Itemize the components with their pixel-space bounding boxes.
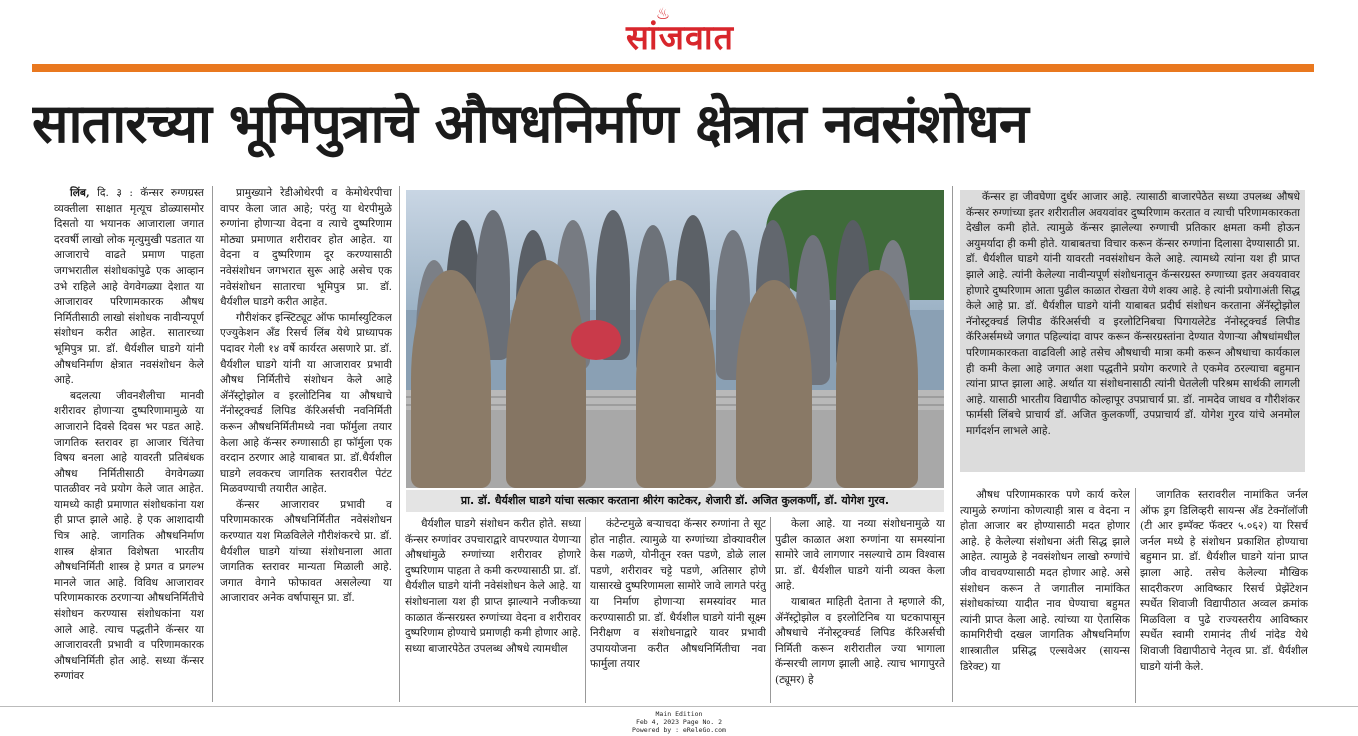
paragraph: दि. ३ : कॅन्सर रुग्णग्रस्त व्यक्तीला साक्षात मृत्यूच डोळ्यासमोर दिसतो या भयानक आजाराला जगात दरवर्षी लाखो लोक मृत्युमुखी पडतात या आजाराचे वाढते प्रमाण पाहता जगभरातील संशोधकांपुढे एक आव्हान उभे राहिले आहे वेगवेगळ्या देशात या आजारावर परिणामकारक औषध निर्मितीसाठी लाखो संशोधक नावीन्यपूर्ण संशोधन करीत आहेत. सातारच्या भूमिपुत्र प्रा. डॉ. धैर्यशील घाडगे यांनी औषधनिर्माण क्षेत्रात नवसंशोधन केले आहे. [54, 187, 204, 387]
page-footer [0, 710, 1358, 736]
photo-person-front [411, 270, 491, 488]
article-column-4 [590, 517, 766, 701]
column-divider [212, 186, 213, 702]
article-column-1 [54, 186, 204, 701]
dateline: लिंब, [70, 187, 90, 199]
flame-icon: ♨ [655, 4, 671, 23]
article-column-5 [775, 517, 945, 701]
edition-name: Main Edition [655, 710, 703, 718]
article-photo[interactable] [406, 190, 944, 488]
photo-person-front [736, 280, 812, 488]
column-divider [770, 517, 771, 703]
article-column-6 [966, 190, 1300, 472]
masthead [0, 0, 1358, 74]
logo-text: सांजवात [625, 18, 735, 58]
paragraph: केला आहे. या नव्या संशोधनामुळे या पुढील काळात अशा रुग्णांना या समस्यांना सामोरे जावे लागणार नसल्याचे ठाम विश्वास प्रा. डॉ. धैर्यशील घाडगे यांनी व्यक्त केला आहे. [775, 518, 945, 593]
paragraph: बदलत्या जीवनशैलीचा मानवी शरीरावर होणाऱ्या दुष्परिणामामुळे या आजाराने दिवसे दिवस भर पडत आहे. जागतिक स्तरावर हा आजार चिंतेचा विषय बनला आहे यावरती प्रतिबंधक औषध निर्मितीसाठी वेगवेगळ्या पातळीवर नवे प्रयोग केले जात आहेत. यामध्ये काही प्रमाणात संशोधकांना यश ही प्राप्त झाले आहे. हे एक आशादायी चित्र आहे. जागतिक औषधनिर्माण शास्त्र क्षेत्रात विशेषता भारतीय औषधनिर्मिती शास्त्र हे प्रगत व प्रगल्भ मानले जात आहे. विविध आजारावर परिणामकारक ठरणाऱ्या औषधनिर्मितीचे संशोधन करण्यास संशोधकांना यश आले आहे. त्याच पद्धतीने कॅन्सर या आजारावरती प्रभावी व परिणामकारक औषधनिर्मिती होत आहे. सध्या कॅन्सर रुग्णांवर [54, 389, 204, 683]
article-column-2 [220, 186, 392, 701]
footer-divider [0, 706, 1358, 707]
column-divider [1135, 488, 1136, 703]
article-column-8 [1140, 488, 1308, 703]
paragraph: प्रामुख्याने रेडीओथेरपी व केमोथेरपीचा वापर केला जात आहे; परंतु या थेरपीमुळे रुग्णांना होणाऱ्या वेदना व त्याचे दुष्परिणाम मोठ्या प्रमाणात शरीरावर होत आहेत. या वेदना व दुष्परिणाम दूर करण्यासाठी नवेसंशोधन जगभरात सुरू आहे असेच एक नवेसंशोधन सातारचा भूमिपुत्र प्रा. डॉ. धैर्यशील घाडगे करीत आहेत. [220, 187, 392, 309]
column-divider [952, 186, 953, 702]
column-divider [399, 186, 400, 702]
column-divider [585, 517, 586, 703]
paragraph: याबाबत माहिती देताना ते म्हणाले की, ॲनॅस्ट्रोझोल व इरलोटिनिब या घटकापासून औषधाचे नॅनोस्ट्रक्चर्ड लिपिड कॅरिअर्सची निर्मिती करून शरीरातील ज्या भागाला कॅन्सरची लागण झाली आहे. त्याच भागापुरते (ट्यूमर) हे [775, 595, 945, 686]
article-column-3 [405, 517, 581, 701]
article-headline: सातारच्या भूमिपुत्राचे औषधनिर्माण क्षेत्रात नवसंशोधन [32, 92, 1028, 155]
paragraph: कॅन्सर हा जीवघेणा दुर्धर आजार आहे. त्यासाठी बाजारपेठेत सध्या उपलब्ध औषधे कॅन्सर रुग्णांच्या इतर शरीरातील अवयवांवर दुष्परिणाम करतात व त्याची परिणामकारकता देखील कमी होते. त्यामुळे कॅन्सर झालेल्या रुग्णाची प्रतिकार क्षमता कमी होऊन अयुमर्यादा ही कमी होते. याबाबतचा विचार करून कॅन्सर रुग्णांना दिलासा देण्यासाठी प्रा. डॉ. धैर्यशील घाडगे यांनी यावरती नवसंशोधन केले आहे. त्यामध्ये त्यांना यश ही प्राप्त झाले आहे. त्यांनी केलेल्या नावीन्यपूर्ण संशोधनातून कॅन्सरग्रस्त रुग्णाच्या इतर अवयवावर होणारे दुष्परिणाम आता पुढील काळात रोखता येणे शक्य आहे. हे त्यांनी प्रयोगाअंती सिद्ध केले आहे प्रा. डॉ. धैर्यशील घाडगे यांनी याबाबत प्रदीर्घ संशोधन करताना ॲनॅस्ट्रोझोल नॅनोस्ट्रक्चर्ड लिपीड कॅरिअर्सची व इरलोटिनिबचा पिगायलेटेड नॅनोस्ट्रक्चर्ड लिपीड कॅरिअर्समध्ये जगात पहिल्यांदा वापर करून कॅन्सरग्रस्तांना देण्यात येणाऱ्या औषधांमधील परिणामकारकता वाढविली आहे तसेच औषधाची मात्रा कमी करून औषधाचा कार्यकाल ही कमी केला आहे जगात अशा पद्धतीने प्रयोग करणारे ते एकमेव ठरल्याचा बहुमान त्यांना प्राप्त झाला आहे. अर्थात या संशोधनासाठी त्यांनी घेतलेली परिश्रम सार्थकी लागली आहे. यासाठी भारतीय विद्यापीठ कोल्हापूर उपप्राचार्य प्रा. डॉ. नामदेव जाधव व गौरीशंकर फार्मसी लिंबचे प्राचार्य डॉ. अजित कुलकर्णी, उपप्राचार्य डॉ. योगेश गुरव यांचे अनमोल मार्गदर्शन लाभले आहे. [966, 191, 1300, 437]
photo-person-front [506, 260, 586, 488]
paragraph: कॅन्सर आजारावर प्रभावी व परिणामकारक औषधनिर्मितीत नवेसंशोधन करण्यात यश मिळविलेले गौरीशंकरचे प्रा. डॉ. धैर्यशील घाडगे यांच्या संशोधनाला आता जागतिक स्तरावर मान्यता मिळाली आहे. जगात वेगाने फोफावत असलेल्या या आजारावर अनेक वर्षापासून प्रा. डॉ. [220, 498, 392, 605]
masthead-accent-bar [32, 64, 1314, 72]
photo-caption: प्रा. डॉ. धैर्यशील घाडगे यांचा सत्कार करताना श्रीरंग काटेकर, शेजारी डॉ. अजित कुलकर्णी, डॉ. योगेश गुरव. [406, 490, 944, 512]
photo-person-front [636, 280, 716, 488]
powered-by-link[interactable]: Powered by : eReleGo.com [632, 726, 726, 734]
photo-person-front [836, 270, 918, 488]
photo-bouquet [571, 320, 621, 360]
paragraph: धैर्यशील घाडगे संशोधन करीत होते. सध्या कॅन्सर रुग्णांवर उपचाराद्वारे वापरण्यात येणाऱ्या औषधांमुळे रुग्णांच्या शरीरावर होणारे दुष्परिणाम पाहता ते कमी करण्यासाठी प्रा. डॉ. धैर्यशील घाडगे यांनी नवेसंशोधन केले आहे. या संशोधनाला यश ही प्राप्त झाल्याने नजीकच्या काळात कॅन्सरग्रस्त रुग्णांच्या वेदना व शरीरावर दुष्परिणाम होण्याचे प्रमाणही कमी होणार आहे. सध्या बाजारपेठेत उपलब्ध औषधे त्यामधील [405, 518, 581, 655]
article-column-7 [960, 488, 1130, 703]
paragraph: गौरीशंकर इन्स्टिट्यूट ऑफ फार्मास्युटिकल एज्युकेशन अँड रिसर्च लिंब येथे प्राध्यापक पदावर गेली १४ वर्षे कार्यरत असणारे प्रा. डॉ. धैर्यशील घाडगे यांनी या आजारावर प्रभावी औषध निर्मितीचे संशोधन केले आहे ॲनॅस्ट्रोझोल व इरलोटिनिब या औषधाचे नॅनोस्ट्रक्चर्ड लिपिड कॅरिअर्सची नवनिर्मिती करून औषधनिर्मितीमध्ये नवा फॉर्मुला तयार केला आहे कॅन्सर रुग्णासाठी हा फॉर्मुला एक वरदान ठरणार आहे याबाबत प्रा. डॉ.धैर्यशील घाडगे लवकरच जागतिक स्तरावरील पेटंट मिळवण्याची तयारीत आहेत. [220, 311, 392, 496]
edition-date: Feb 4, 2023 Page No. 2 [635, 718, 723, 726]
paragraph: औषध परिणामकारक पणे कार्य करेल त्यामुळे रुग्णांना कोणत्याही त्रास व वेदना न होता आजार बर होण्यासाठी मदत होणार आहे. हे केलेल्या संशोधना अंती सिद्ध झाले आहेत. त्यामुळे हे नवसंशोधन लाखो रुग्णांचे जीव वाचवण्यासाठी मदत होणार आहे. असे संशोधन करून ते जगातील नामांकित संशोधकांच्या यादीत नाव घेण्याचा बहुमत त्यांनी प्राप्त केला आहे. त्यांच्या या ऐतासिक कामगिरीची दखल जागतिक औषधनिर्माण शास्त्रातील प्रसिद्ध एल्सवेअर (सायन्स डिरेक्ट) या [960, 489, 1130, 673]
paragraph: कंटेन्टमुळे बऱ्याचदा कॅन्सर रुग्णांना ते सूट होत नाहीत. त्यामुळे या रुग्णांच्या डोक्यावरील केस गळणे, योनीतून रक्त पडणे, डोळे लाल पडणे, शरीरावर चट्टे पडणे, अतिसार होणे यासारखे दुष्परिणामला सामोरे जावे लागते परंतु या निर्माण होणाऱ्या समस्यांवर मात करण्यासाठी प्रा. डॉ. धैर्यशील घाडगे यांनी सूक्ष्म निरीक्षण व संशोधनाद्वारे यावर प्रभावी उपाययोजना करीत औषधनिर्मितीचा नवा फार्मुला तयार [590, 518, 766, 671]
newspaper-logo[interactable] [600, 4, 760, 62]
paragraph: जागतिक स्तरावरील नामांकित जर्नल ऑफ ड्रग डिलिव्हरी सायन्स अँड टेक्नॉलॉजी (टी आर इम्पॅक्ट फॅक्टर ५.०६२) या रिसर्च जर्नल मध्ये हे संशोधन प्रकाशित होण्याचा बहुमान प्रा. डॉ. धैर्यशील घाडगे यांना प्राप्त झाला आहे. तसेच केलेल्या मौखिक सादरीकरण आविष्कार रिसर्च प्रेझेंटेशन स्पर्धेत शिवाजी विद्यापीठात अव्वल क्रमांक मिळविला व पुढे राज्यस्तरीय आविष्कार स्पर्धेत स्वामी रामानंद तीर्थ नांदेड येथे शिवाजी विद्यापीठाचे नेतृत्व प्रा. डॉ. धैर्यशील घाडगे यांनी केले. [1140, 489, 1308, 673]
